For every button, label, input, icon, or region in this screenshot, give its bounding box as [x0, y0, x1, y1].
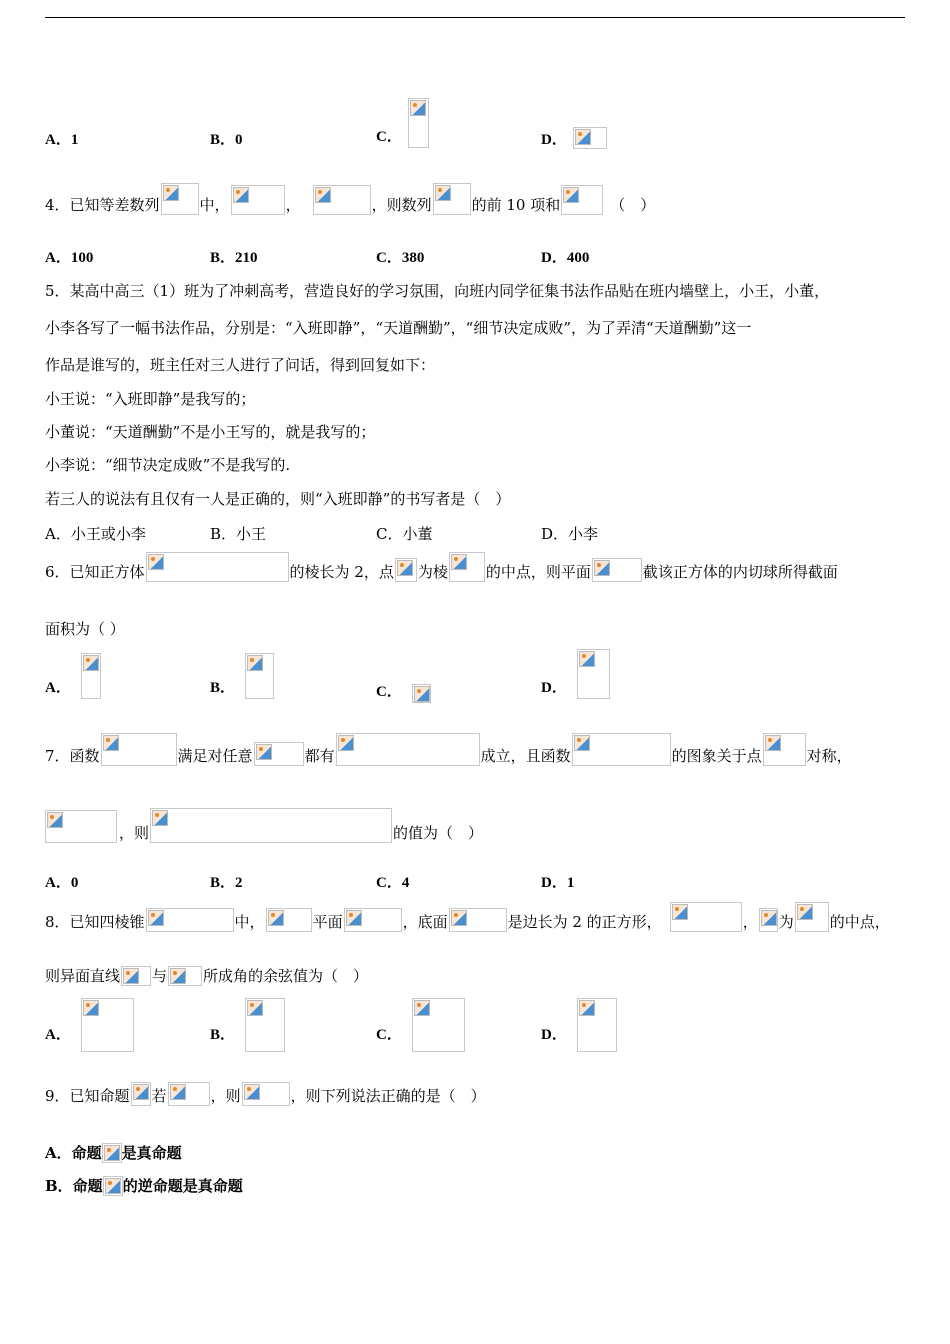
stem-text: 都有 [304, 747, 335, 765]
stem-text: 5．某高中高三（1）班为了冲刺高考，营造良好的学习氛围，向班内同学征集书法作品贴在班内墙壁上，小王，小董， [45, 282, 830, 300]
q4-option-c[interactable] [376, 246, 424, 267]
formula-image-icon [449, 552, 485, 582]
formula-image-icon [763, 733, 806, 766]
stem-text: ，底面 [402, 913, 448, 931]
formula-image-icon [670, 902, 742, 932]
q3-option-b[interactable] [210, 128, 243, 149]
stem-text: 成立，且函数 [480, 747, 571, 765]
formula-image-icon [254, 742, 304, 766]
formula-image-icon [245, 653, 274, 699]
q6-option-c[interactable] [376, 680, 431, 703]
stem-text: 9．已知命题 [45, 1087, 130, 1105]
stem-text: 则异面直线 [45, 967, 121, 985]
stem-text: ， [285, 196, 301, 214]
question-5-line-7 [45, 488, 510, 509]
stem-text: 的值为（ ） [393, 824, 484, 842]
formula-image-icon [121, 966, 151, 986]
formula-image-icon [266, 908, 312, 932]
question-5-line-5 [45, 421, 375, 442]
question-6-line-2 [45, 618, 125, 639]
question-5-line-4 [45, 388, 255, 409]
stem-text: 4．已知等差数列 [45, 196, 160, 214]
q7-option-a[interactable] [45, 871, 78, 892]
stem-text: 对称， [806, 747, 852, 765]
question-8-line-2 [45, 965, 368, 986]
formula-image-icon [561, 185, 603, 215]
stem-text: 小李说：“细节决定成败”不是我写的. [45, 456, 291, 474]
q4-option-b[interactable] [210, 246, 258, 267]
stem-text: 小王说：“入班即静”是我写的； [45, 390, 256, 408]
stem-text: ， [742, 913, 758, 931]
q9-option-b[interactable] [45, 1175, 243, 1196]
q8-option-c[interactable] [376, 998, 465, 1052]
stem-text: 满足对任意 [177, 747, 253, 765]
option-text: B．210 [210, 250, 258, 266]
formula-image-icon [759, 908, 778, 932]
question-5-line-3 [45, 354, 435, 375]
formula-image-icon [101, 733, 177, 766]
option-text: C． [376, 684, 402, 700]
option-text: B．小王 [210, 525, 267, 543]
formula-image-icon [161, 183, 199, 215]
q4-option-a[interactable] [45, 246, 93, 267]
stem-text: 若三人的说法有且仅有一人是正确的，则“入班即静”的书写者是（ ） [45, 490, 511, 508]
q3-option-d[interactable] [541, 127, 607, 149]
question-7-stem [45, 733, 852, 766]
formula-image-icon [102, 1143, 122, 1163]
formula-image-icon [146, 908, 234, 932]
q3-option-a[interactable] [45, 128, 78, 149]
formula-image-icon [592, 558, 642, 582]
stem-text: 的前 10 项和 [471, 196, 561, 214]
formula-image-icon [313, 185, 371, 215]
formula-image-icon [344, 908, 402, 932]
stem-text: 是边长为 2 的正方形， [507, 913, 662, 931]
stem-text: 中， [199, 196, 230, 214]
q5-option-a[interactable] [45, 523, 146, 544]
option-text: C．4 [376, 875, 410, 891]
formula-image-icon [81, 998, 134, 1052]
q5-option-d[interactable] [541, 523, 598, 544]
option-text: D．400 [541, 250, 590, 266]
formula-image-icon [242, 1082, 290, 1106]
question-5-line-6 [45, 454, 290, 475]
formula-image-icon [168, 966, 202, 986]
question-5-line-1 [45, 280, 829, 301]
stem-text: 与 [152, 967, 168, 985]
stem-text: （ ） [610, 196, 656, 214]
stem-text: 小董说：“天道酬勤”不是小王写的，就是我写的； [45, 423, 376, 441]
stem-text: 若 [151, 1087, 167, 1105]
question-6-stem [45, 552, 838, 582]
option-text: A．1 [45, 132, 79, 148]
option-text: A．100 [45, 250, 94, 266]
stem-text: 的中点， [829, 913, 890, 931]
formula-image-icon [577, 649, 610, 699]
formula-image-icon [408, 98, 429, 148]
formula-image-icon [449, 908, 507, 932]
stem-text: ，则下列说法正确的是（ ） [290, 1087, 486, 1105]
formula-image-icon [412, 998, 465, 1052]
option-text: A．0 [45, 875, 79, 891]
question-7-line-2 [45, 808, 483, 843]
option-text: B． [210, 1027, 236, 1043]
formula-image-icon [336, 733, 480, 766]
stem-text: ，则 [210, 1087, 241, 1105]
question-4-stem [45, 183, 655, 215]
q3-option-c[interactable] [376, 98, 429, 148]
q7-option-c[interactable] [376, 871, 409, 892]
q6-option-a[interactable] [45, 653, 101, 699]
question-8-stem [45, 902, 890, 932]
stem-text: 的图象关于点 [671, 747, 762, 765]
option-text: D． [541, 680, 567, 696]
option-text: C． [376, 1027, 402, 1043]
q9-option-a[interactable] [45, 1142, 182, 1163]
option-text: A．命题 [45, 1144, 102, 1162]
stem-text: 面积为（ ） [45, 620, 125, 638]
formula-image-icon [395, 558, 417, 582]
option-text: C．380 [376, 250, 425, 266]
stem-text: 作品是谁写的，班主任对三人进行了问话，得到回复如下： [45, 356, 436, 374]
formula-image-icon [577, 998, 617, 1052]
q5-option-b[interactable] [210, 523, 266, 544]
option-text: B．2 [210, 875, 243, 891]
stem-text: 为棱 [417, 563, 448, 581]
stem-text: ，则 [119, 824, 150, 842]
option-text: B． [210, 680, 236, 696]
formula-image-icon [150, 808, 392, 843]
option-text: A． [45, 1027, 71, 1043]
formula-image-icon [573, 127, 607, 149]
question-9-stem [45, 1082, 486, 1106]
stem-text: 7．函数 [45, 747, 100, 765]
formula-image-icon [168, 1082, 210, 1106]
formula-image-icon [231, 185, 285, 215]
formula-image-icon [433, 183, 471, 215]
option-text: C．小董 [376, 525, 433, 543]
stem-text: ，则数列 [371, 196, 432, 214]
stem-text: 截该正方体的内切球所得截面 [642, 563, 838, 581]
formula-image-icon [412, 684, 431, 703]
q6-option-b[interactable] [210, 653, 274, 699]
q5-option-c[interactable] [376, 523, 432, 544]
formula-image-icon [572, 733, 671, 766]
stem-text: 中， [234, 913, 265, 931]
formula-image-icon [795, 902, 829, 932]
formula-image-icon [45, 810, 117, 843]
header-rule [45, 17, 905, 18]
formula-image-icon [146, 552, 289, 582]
option-text: D． [541, 132, 567, 148]
option-text: D．1 [541, 875, 575, 891]
q4-option-d[interactable] [541, 246, 589, 267]
option-text: A．小王或小李 [45, 525, 146, 543]
stem-text: 8．已知四棱锥 [45, 913, 145, 931]
q8-option-a[interactable] [45, 998, 134, 1052]
stem-text: 所成角的余弦值为（ ） [203, 967, 369, 985]
q8-option-d[interactable] [541, 998, 617, 1052]
question-5-line-2 [45, 317, 751, 338]
option-text: D． [541, 1027, 567, 1043]
formula-image-icon [103, 1176, 123, 1196]
q7-option-d[interactable] [541, 871, 574, 892]
option-text: A． [45, 680, 71, 696]
stem-text: 的棱长为 2，点 [289, 563, 394, 581]
stem-text: 小李各写了一幅书法作品，分别是：“入班即静”，“天道酬勤”，“细节决定成败”，为了弄清“天道酬勤”这一 [45, 319, 752, 337]
stem-text: 为 [778, 913, 794, 931]
q8-option-b[interactable] [210, 998, 285, 1052]
option-text: D．小李 [541, 525, 599, 543]
option-text: 的逆命题是真命题 [122, 1177, 243, 1195]
formula-image-icon [131, 1082, 151, 1106]
option-text: C． [376, 129, 402, 145]
option-text: B．命题 [45, 1177, 103, 1195]
q6-option-d[interactable] [541, 649, 610, 699]
formula-image-icon [81, 653, 101, 699]
q7-option-b[interactable] [210, 871, 243, 892]
stem-text: 6．已知正方体 [45, 563, 145, 581]
formula-image-icon [245, 998, 285, 1052]
stem-text: 的中点，则平面 [485, 563, 591, 581]
option-text: 是真命题 [121, 1144, 182, 1162]
stem-text: 平面 [312, 913, 343, 931]
option-text: B．0 [210, 132, 243, 148]
